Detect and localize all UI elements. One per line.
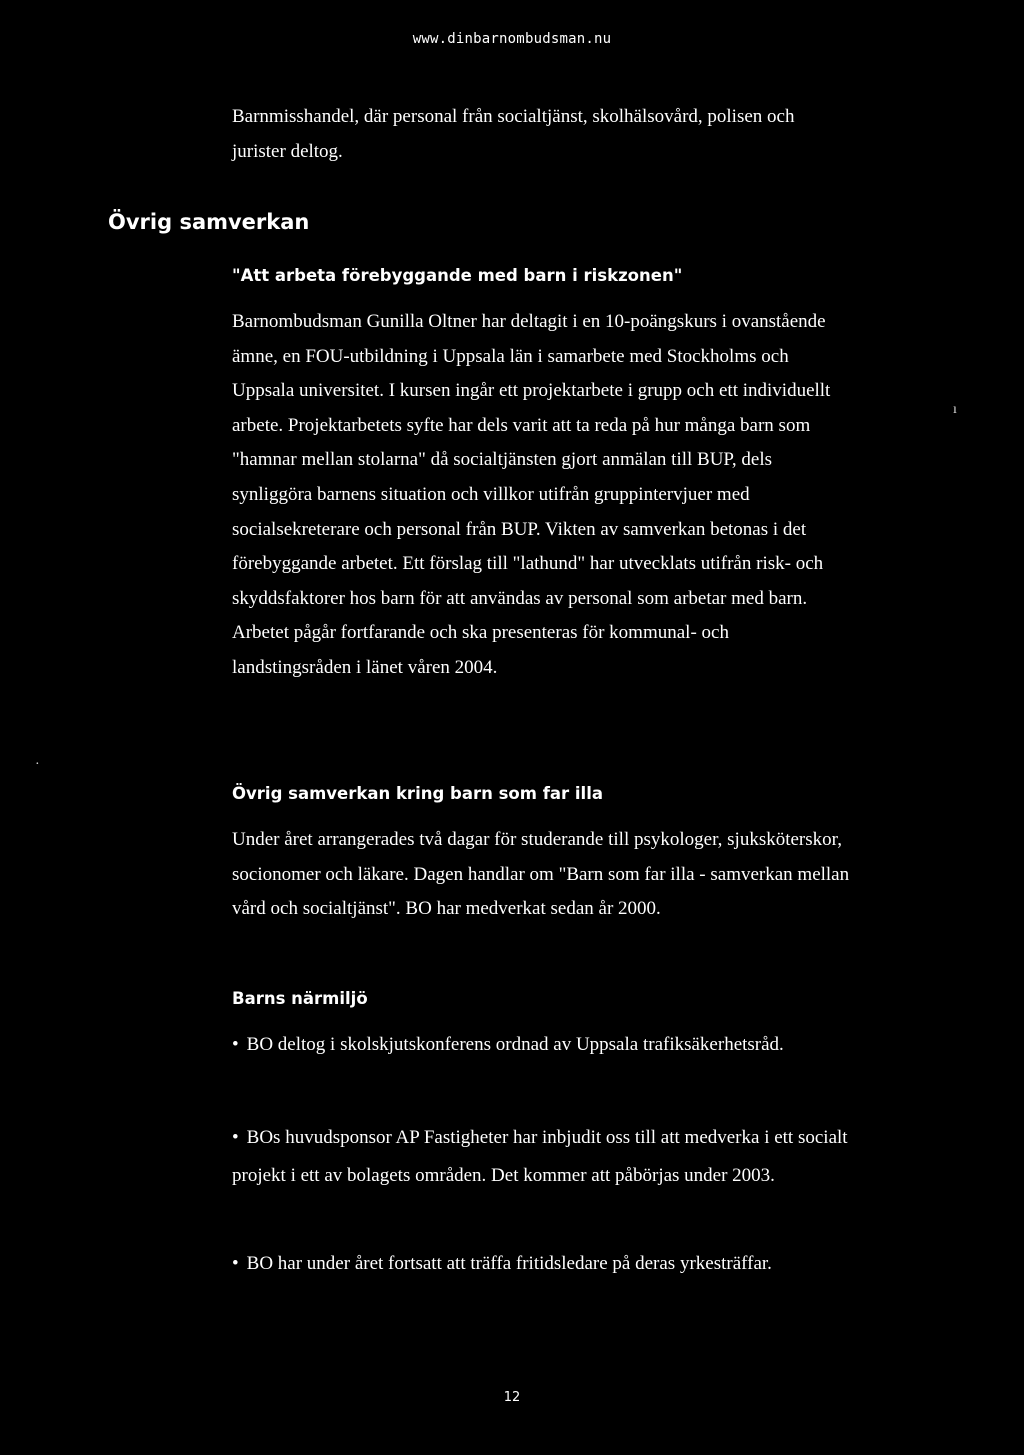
scan-speck: ı [953,402,957,417]
bullet-icon: • [232,1253,239,1274]
list-item-text: BO deltog i skolskjutskonferens ordnad av Uppsala trafiksäkerhetsråd. [246,1034,784,1055]
subsection-heading-barn-far-illa: Övrig samverkan kring barn som far illa [232,784,603,803]
header-url: www.dinbarnombudsman.nu [412,31,612,47]
subsection-heading-riskzon: "Att arbeta förebyggande med barn i riskzonen" [232,266,683,285]
bullet-icon: • [232,1034,239,1055]
intro-paragraph: Barnmisshandel, där personal från socialtjänst, skolhälsovård, polisen och jurister deltog. [232,106,795,162]
subsection-body-riskzon: Barnombudsman Gunilla Oltner har deltagit i en 10-poängskurs i ovanstående ämne, en FOU-utbildning i Uppsala län i samarbete med Stockholms och Uppsala universitet. I kursen ingår ett projektarbete i grupp och ett individuellt arbete. Projektarbetets syfte har dels varit att ta reda på hur många barn som "hamnar mellan stolarna" då socialtjänsten gjort anmälan till BUP, dels synliggöra barnens situation och villkor utifrån gruppintervjuer med socialsekreterare och personal från BUP. Vikten av samverkan betonas i det förebyggande arbetet. Ett förslag till "lathund" har utvecklats utifrån risk- och skyddsfaktorer hos barn för att användas av personal som arbetar med barn. Arbetet pågår fortfarande och ska presenteras för kommunal- och landstingsråden i länet våren 2004. [232,311,831,678]
scan-speck: · [35,757,40,772]
list-item-text: BOs huvudsponsor AP Fastigheter har inbjudit oss till att medverka i ett socialt projekt i ett av bolagets områden. Det kommer att påbörjas under 2003. [232,1127,848,1186]
list-item [232,1119,852,1195]
section-heading: Övrig samverkan [108,210,310,234]
list-item-text: BO har under året fortsatt att träffa fritidsledare på deras yrkesträffar. [246,1253,772,1274]
subsection-body-barn-far-illa: Under året arrangerades två dagar för studerande till psykologer, sjuksköterskor, socionomer och läkare. Dagen handlar om "Barn som far illa - samverkan mellan vård och socialtjänst". BO har medverkat sedan år 2000. [232,829,850,920]
bullet-icon: • [232,1127,239,1148]
subsection-heading-narmiljo: Barns närmiljö [232,989,368,1008]
page-number: 12 [503,1390,521,1405]
list-item [232,1245,852,1283]
list-item [232,1026,852,1064]
